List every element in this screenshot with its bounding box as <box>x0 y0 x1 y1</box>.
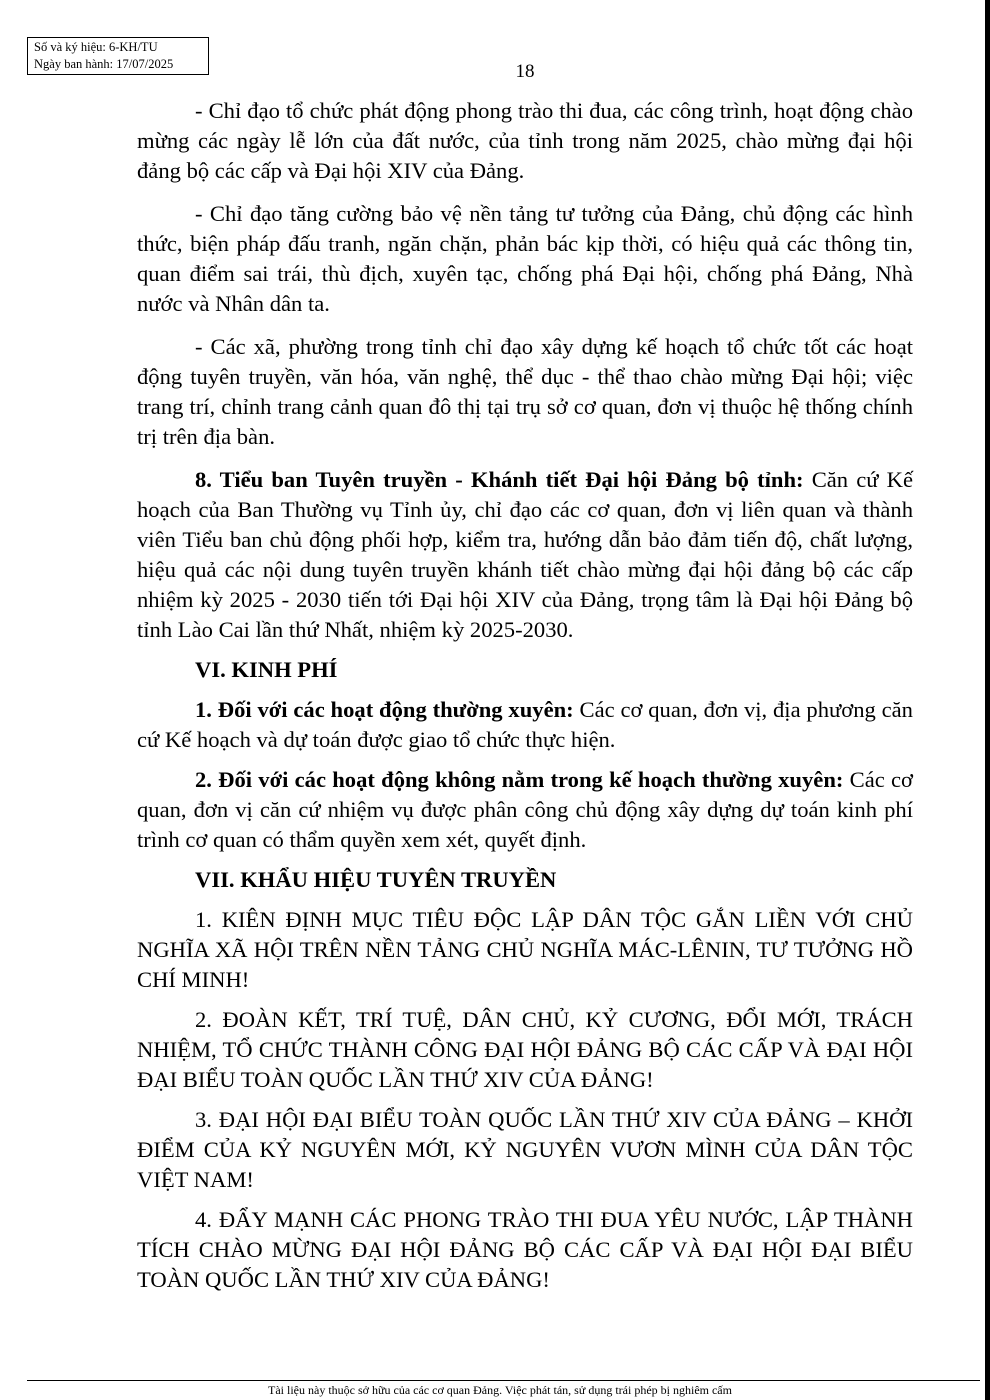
slogan-1: 1. KIÊN ĐỊNH MỤC TIÊU ĐỘC LẬP DÂN TỘC GẮN LIỀN VỚI CHỦ NGHĨA XÃ HỘI TRÊN NỀN TẢNG CHỦ NGHĨA MÁC-LÊNIN, TƯ TƯỞNG HỒ CHÍ MINH! <box>137 907 913 992</box>
paragraph-regular-activities <box>137 695 913 755</box>
page-number: 18 <box>515 61 535 82</box>
irregular-activities-heading: 2. Đối với các hoạt động không nằm trong kế hoạch thường xuyên: <box>195 767 844 792</box>
page-edge-border <box>985 0 990 1400</box>
slogan-3: 3. ĐẠI HỘI ĐẠI BIỂU TOÀN QUỐC LẦN THỨ XIV CỦA ĐẢNG – KHỞI ĐIỂM CỦA KỶ NGUYÊN MỚI, KỶ NGUYÊN VƯƠN MÌNH CỦA DÂN TỘC VIỆT NAM! <box>137 1107 913 1192</box>
paragraph-ideology: - Chỉ đạo tăng cường bảo vệ nền tảng tư tưởng của Đảng, chủ động các hình thức, biện pháp đấu tranh, ngăn chặn, phản bác kịp thời, có hiệu quả các thông tin, quan điểm sai trái, thù địch, xuyên tạc, chống phá Đại hội, chống phá Đảng, Nhà nước và Nhân dân ta. <box>137 201 913 316</box>
paragraph-subcommittee <box>137 465 913 645</box>
regular-activities-heading: 1. Đối với các hoạt động thường xuyên: <box>195 697 574 722</box>
section-heading-funding: VI. KINH PHÍ <box>195 657 338 682</box>
slogan-2: 2. ĐOÀN KẾT, TRÍ TUỆ, DÂN CHỦ, KỶ CƯƠNG, ĐỔI MỚI, TRÁCH NHIỆM, TỔ CHỨC THÀNH CÔNG ĐẠI HỘI ĐẢNG BỘ CÁC CẤP VÀ ĐẠI HỘI ĐẠI BIỂU TOÀN QUỐC LẦN THỨ XIV CỦA ĐẢNG! <box>137 1007 913 1092</box>
stamp-issue-date: Ngày ban hành: 17/07/2025 <box>34 57 174 71</box>
stamp-symbol: Số và ký hiệu: 6-KH/TU <box>34 40 158 54</box>
document-body <box>137 96 913 1295</box>
footer-notice: Tài liệu này thuộc sở hữu của các cơ quan Đảng. Việc phát tán, sử dụng trái phép bị nghiêm cấm <box>268 1383 732 1397</box>
footer-divider <box>27 1380 980 1381</box>
slogan-4: 4. ĐẨY MẠNH CÁC PHONG TRÀO THI ĐUA YÊU NƯỚC, LẬP THÀNH TÍCH CHÀO MỪNG ĐẠI HỘI ĐẢNG BỘ CÁC CẤP VÀ ĐẠI HỘI ĐẠI BIỂU TOÀN QUỐC LẦN THỨ XIV CỦA ĐẢNG! <box>137 1207 913 1292</box>
regular-activities-text: Các cơ quan, đơn vị, địa phương căn cứ Kế hoạch và dự toán được giao tổ chức thực hiện. <box>137 697 913 752</box>
paragraph-emulation: - Chỉ đạo tổ chức phát động phong trào thi đua, các công trình, hoạt động chào mừng các ngày lễ lớn của đất nước, của tỉnh trong năm 2025, chào mừng đại hội đảng bộ các cấp và Đại hội XIV của Đảng. <box>137 98 913 183</box>
subcommittee-text: Căn cứ Kế hoạch của Ban Thường vụ Tỉnh ủy, chỉ đạo các cơ quan, đơn vị liên quan và thành viên Tiểu ban chủ động phối hợp, kiểm tra, hướng dẫn bảo đảm tiến độ, chất lượng, hiệu quả các nội dung tuyên truyền khánh tiết chào mừng đại hội đảng bộ các cấp nhiệm kỳ 2025 - 2030 tiến tới Đại hội XIV của Đảng, trọng tâm là Đại hội Đảng bộ tỉnh Lào Cai lần thứ Nhất, nhiệm kỳ 2025-2030. <box>137 467 913 642</box>
irregular-activities-text: Các cơ quan, đơn vị căn cứ nhiệm vụ được phân công chủ động xây dựng dự toán kinh phí trình cơ quan có thẩm quyền xem xét, quyết định. <box>137 767 913 852</box>
subcommittee-heading: 8. Tiểu ban Tuyên truyền - Khánh tiết Đại hội Đảng bộ tỉnh: <box>195 467 804 492</box>
paragraph-irregular-activities <box>137 765 913 855</box>
section-heading-slogans: VII. KHẨU HIỆU TUYÊN TRUYỀN <box>195 867 557 892</box>
paragraph-communes: - Các xã, phường trong tỉnh chỉ đạo xây dựng kế hoạch tổ chức tốt các hoạt động tuyên truyền, văn hóa, văn nghệ, thể dục - thể thao chào mừng Đại hội; việc trang trí, chỉnh trang cảnh quan đô thị tại trụ sở cơ quan, đơn vị thuộc hệ thống chính trị trên địa bàn. <box>137 334 913 449</box>
